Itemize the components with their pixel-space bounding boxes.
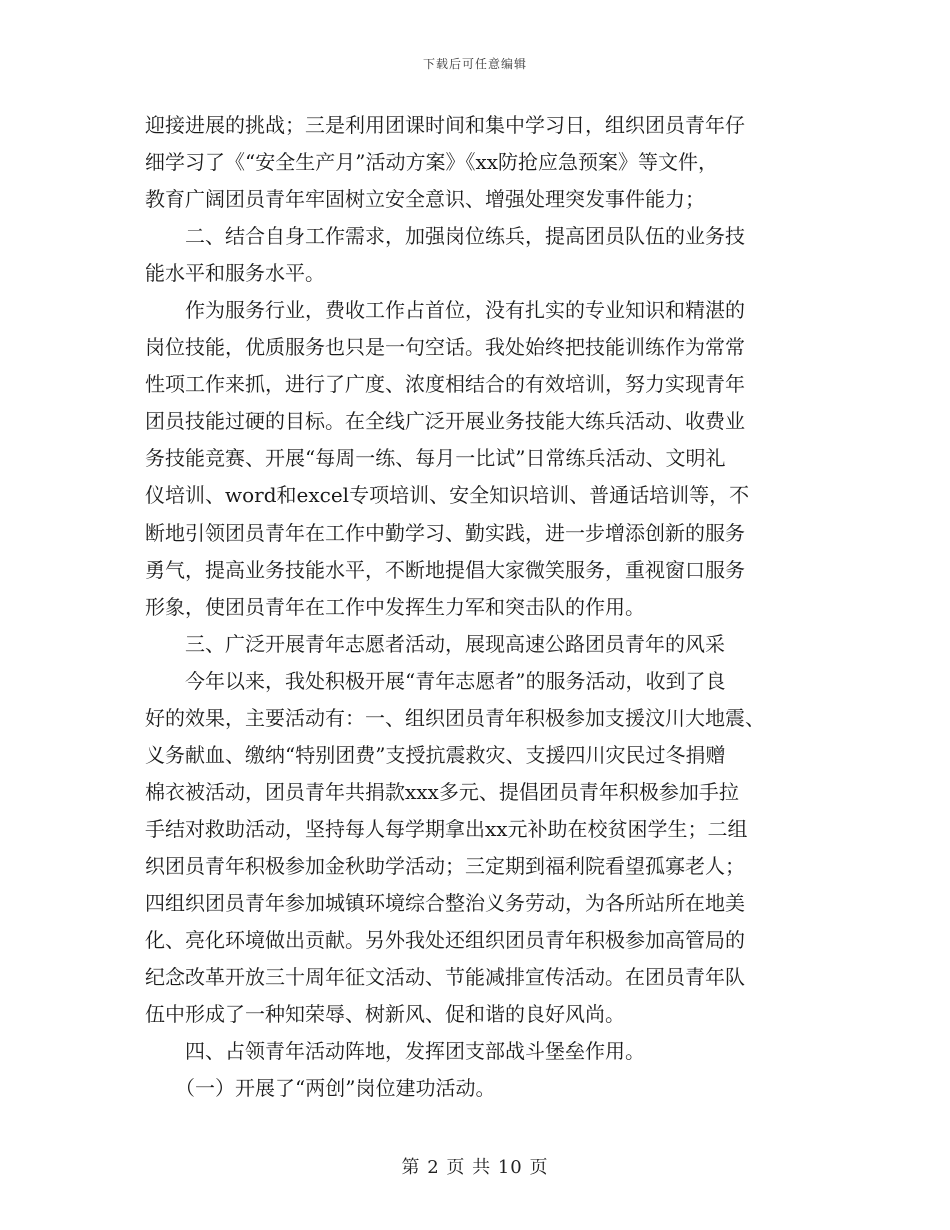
body-line: 迎接进展的挑战；三是利用团课时间和集中学习日，组织团员青年仔 bbox=[145, 113, 745, 137]
body-line: 棉衣被活动，团员青年共捐款xxx多元、提倡团员青年积极参加手拉 bbox=[145, 779, 739, 804]
body-line: 勇气，提高业务技能水平，不断地提倡大家微笑服务，重视窗口服务 bbox=[145, 557, 745, 582]
body-line: 团员技能过硬的目标。在全线广泛开展业务技能大练兵活动、收费业 bbox=[145, 409, 745, 434]
page-header: 下载后可任意编辑 bbox=[422, 57, 527, 71]
body-line: 性项工作来抓，进行了广度、浓度相结合的有效培训，努力实现青年 bbox=[145, 372, 745, 397]
body-line: 好的效果，主要活动有：一、组织团员青年积极参加支援汶川大地震、 bbox=[145, 705, 765, 730]
body-line: 义务献血、缴纳“特别团费”支授抗震救灾、支援四川灾民过冬捐赠 bbox=[145, 742, 726, 767]
section-heading: 二、结合自身工作需求，加强岗位练兵，提高团员队伍的业务技 bbox=[145, 224, 745, 249]
body-line: 化、亮化环境做出贡献。另外我处还组织团员青年积极参加高管局的 bbox=[145, 928, 745, 953]
section-heading: 四、占领青年活动阵地，发挥团支部战斗堡垒作用。 bbox=[145, 1039, 645, 1064]
body-line: 形象，使团员青年在工作中发挥生力军和突击队的作用。 bbox=[145, 594, 645, 619]
section-heading: 能水平和服务水平。 bbox=[145, 261, 325, 286]
body-line: 细学习了《“安全生产月”活动方案》《xx防抢应急预案》等文件， bbox=[145, 150, 719, 175]
body-line: 岗位技能，优质服务也只是一句空话。我处始终把技能训练作为常常 bbox=[145, 335, 745, 360]
body-line: 务技能竞赛、开展“每周一练、每月一比试”日常练兵活动、文明礼 bbox=[145, 446, 726, 471]
body-line: 纪念改革开放三十周年征文活动、节能减排宣传活动。在团员青年队 bbox=[145, 965, 745, 990]
body-line: 手结对救助活动，坚持每人每学期拿出xx元补助在校贫困学生；二组 bbox=[145, 816, 748, 841]
body-line: 四组织团员青年参加城镇环境综合整治义务劳动，为各所站所在地美 bbox=[145, 890, 745, 915]
body-line: 作为服务行业，费收工作占首位，没有扎实的专业知识和精湛的 bbox=[145, 298, 745, 323]
body-line: 织团员青年积极参加金秋助学活动；三定期到福利院看望孤寡老人； bbox=[145, 853, 745, 878]
subsection-heading: （一）开展了“两创”岗位建功活动。 bbox=[145, 1076, 496, 1101]
body-line: 断地引领团员青年在工作中勤学习、勤实践，进一步增添创新的服务 bbox=[145, 520, 745, 545]
page-number-footer: 第 2 页 共 10 页 bbox=[401, 1157, 549, 1178]
body-line: 今年以来，我处积极开展“青年志愿者”的服务活动，收到了良 bbox=[145, 668, 726, 693]
document-body bbox=[145, 107, 815, 1107]
section-heading: 三、广泛开展青年志愿者活动，展现高速公路团员青年的风采 bbox=[145, 631, 725, 656]
body-line: 仪培训、word和excel专项培训、安全知识培训、普通话培训等，不 bbox=[145, 483, 750, 508]
body-line: 教育广阔团员青年牢固树立安全意识、增强处理突发事件能力； bbox=[145, 187, 705, 212]
body-line: 伍中形成了一种知荣辱、树新风、促和谐的良好风尚。 bbox=[145, 1002, 625, 1027]
